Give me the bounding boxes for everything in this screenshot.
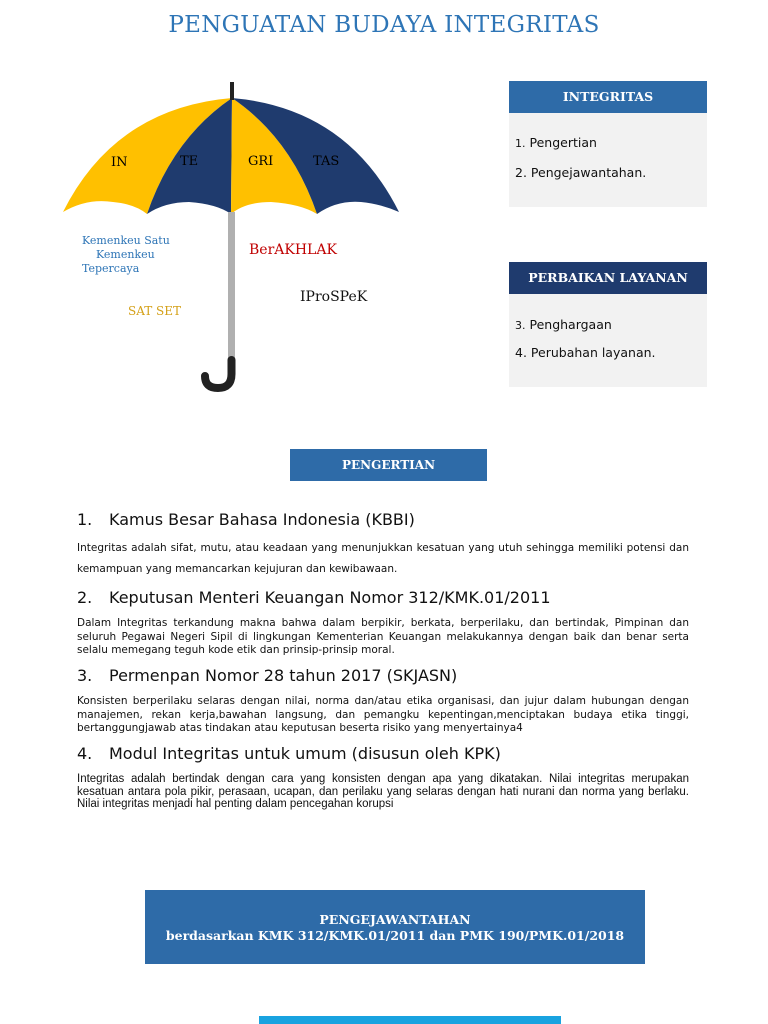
umbrella-label-tas: TAS <box>313 154 340 169</box>
iprospek-label: IProSPeK <box>300 289 368 305</box>
pengertian-header: PENGERTIAN <box>290 449 487 481</box>
section-2-title: Keputusan Menteri Keuangan Nomor 312/KMK.01/2011 <box>109 588 551 607</box>
integritas-item-2-text: Pengejawantahan. <box>530 165 647 180</box>
kemenkeu-line-2: Kemenkeu <box>96 248 155 261</box>
layanan-item-3-text: Penghargaan <box>529 317 612 332</box>
section-2-heading <box>77 588 551 607</box>
layanan-item-3-num: 3. <box>515 319 526 332</box>
section-3-title: Permenpan Nomor 28 tahun 2017 (SKJASN) <box>109 666 458 685</box>
section-2-text: Dalam Integritas terkandung makna bahwa dalam berpikir, berkata, berperilaku, dan bertindak, Pimpinan dan seluruh Pegawai Negeri Sipil di lingkungan Kementerian Keuangan melakukannya dengan baik dan benar serta selalu memegang teguh kode etik dan prinsip-prinsip moral. <box>77 617 689 656</box>
section-3-heading <box>77 666 457 685</box>
umbrella-label-gri: GRI <box>248 154 274 169</box>
integritas-item-1-text: Pengertian <box>529 135 597 150</box>
integritas-item-2-num: 2. <box>515 165 527 180</box>
section-4-number: 4. <box>77 744 93 763</box>
section-2-number: 2. <box>77 588 93 607</box>
bottom-accent-bar <box>259 1016 561 1024</box>
pengejawantahan-title: PENGEJAWANTAHAN <box>319 912 471 927</box>
umbrella-label-in: IN <box>111 155 128 170</box>
layanan-item-3 <box>509 317 707 332</box>
section-1-number: 1. <box>77 510 93 529</box>
perbaikan-layanan-box-title: PERBAIKAN LAYANAN <box>509 262 707 294</box>
umbrella-tip <box>230 82 234 100</box>
berakhlak-label: BerAKHLAK <box>249 242 337 258</box>
umbrella-shaft <box>228 212 235 362</box>
umbrella-label-te: TE <box>180 154 199 169</box>
section-3-number: 3. <box>77 666 93 685</box>
section-1-title: Kamus Besar Bahasa Indonesia (KBBI) <box>109 510 415 529</box>
pengejawantahan-box <box>145 890 645 964</box>
layanan-item-4-num: 4. <box>515 345 527 360</box>
layanan-item-4-text: Perubahan layanan. <box>530 345 656 360</box>
kemenkeu-line-3: Tepercaya <box>82 262 140 275</box>
section-1-heading <box>77 510 415 529</box>
perbaikan-layanan-box <box>509 262 707 387</box>
layanan-item-4 <box>509 345 707 360</box>
integritas-box <box>509 81 707 207</box>
integritas-item-2 <box>509 165 707 180</box>
umbrella-handle <box>205 360 232 388</box>
section-4-title: Modul Integritas untuk umum (disusun oleh KPK) <box>109 744 501 763</box>
kemenkeu-line-1: Kemenkeu Satu <box>82 234 170 247</box>
integritas-item-1 <box>509 135 707 150</box>
section-3-text: Konsisten berperilaku selaras dengan nilai, norma dan/atau etika organisasi, dan jujur dalam hubungan dengan manajemen, rekan kerja,bawahan langsung, dan pemangku kepentingan,menciptakan budaya etika tinggi, bertanggungjawab atas tindakan atau keputusan beserta risiko yang menyertainya4 <box>77 695 689 734</box>
section-4-heading <box>77 744 501 763</box>
satset-label: SAT SET <box>128 304 182 318</box>
kemenkeu-tagline <box>82 234 182 276</box>
integritas-item-1-num: 1. <box>515 137 526 150</box>
pengejawantahan-subtitle: berdasarkan KMK 312/KMK.01/2011 dan PMK 190/PMK.01/2018 <box>165 928 625 943</box>
integritas-box-title: INTEGRITAS <box>509 81 707 113</box>
section-4-text: Integritas adalah bertindak dengan cara yang konsisten dengan apa yang dikatakan. Nilai integritas merupakan kesatuan antara pola pikir, perasaan, ucapan, dan perilaku yang selaras dengan hati nurani dan norma yang berlaku. Nilai integritas menjadi hal penting dalam pencegahan korupsi <box>77 773 689 810</box>
section-1-text: Integritas adalah sifat, mutu, atau keadaan yang menunjukkan kesatuan yang utuh sehingga memiliki potensi dan kemampuan yang memancarkan kejujuran dan kewibawaan. <box>77 542 689 575</box>
page-title: PENGUATAN BUDAYA INTEGRITAS <box>168 12 600 38</box>
